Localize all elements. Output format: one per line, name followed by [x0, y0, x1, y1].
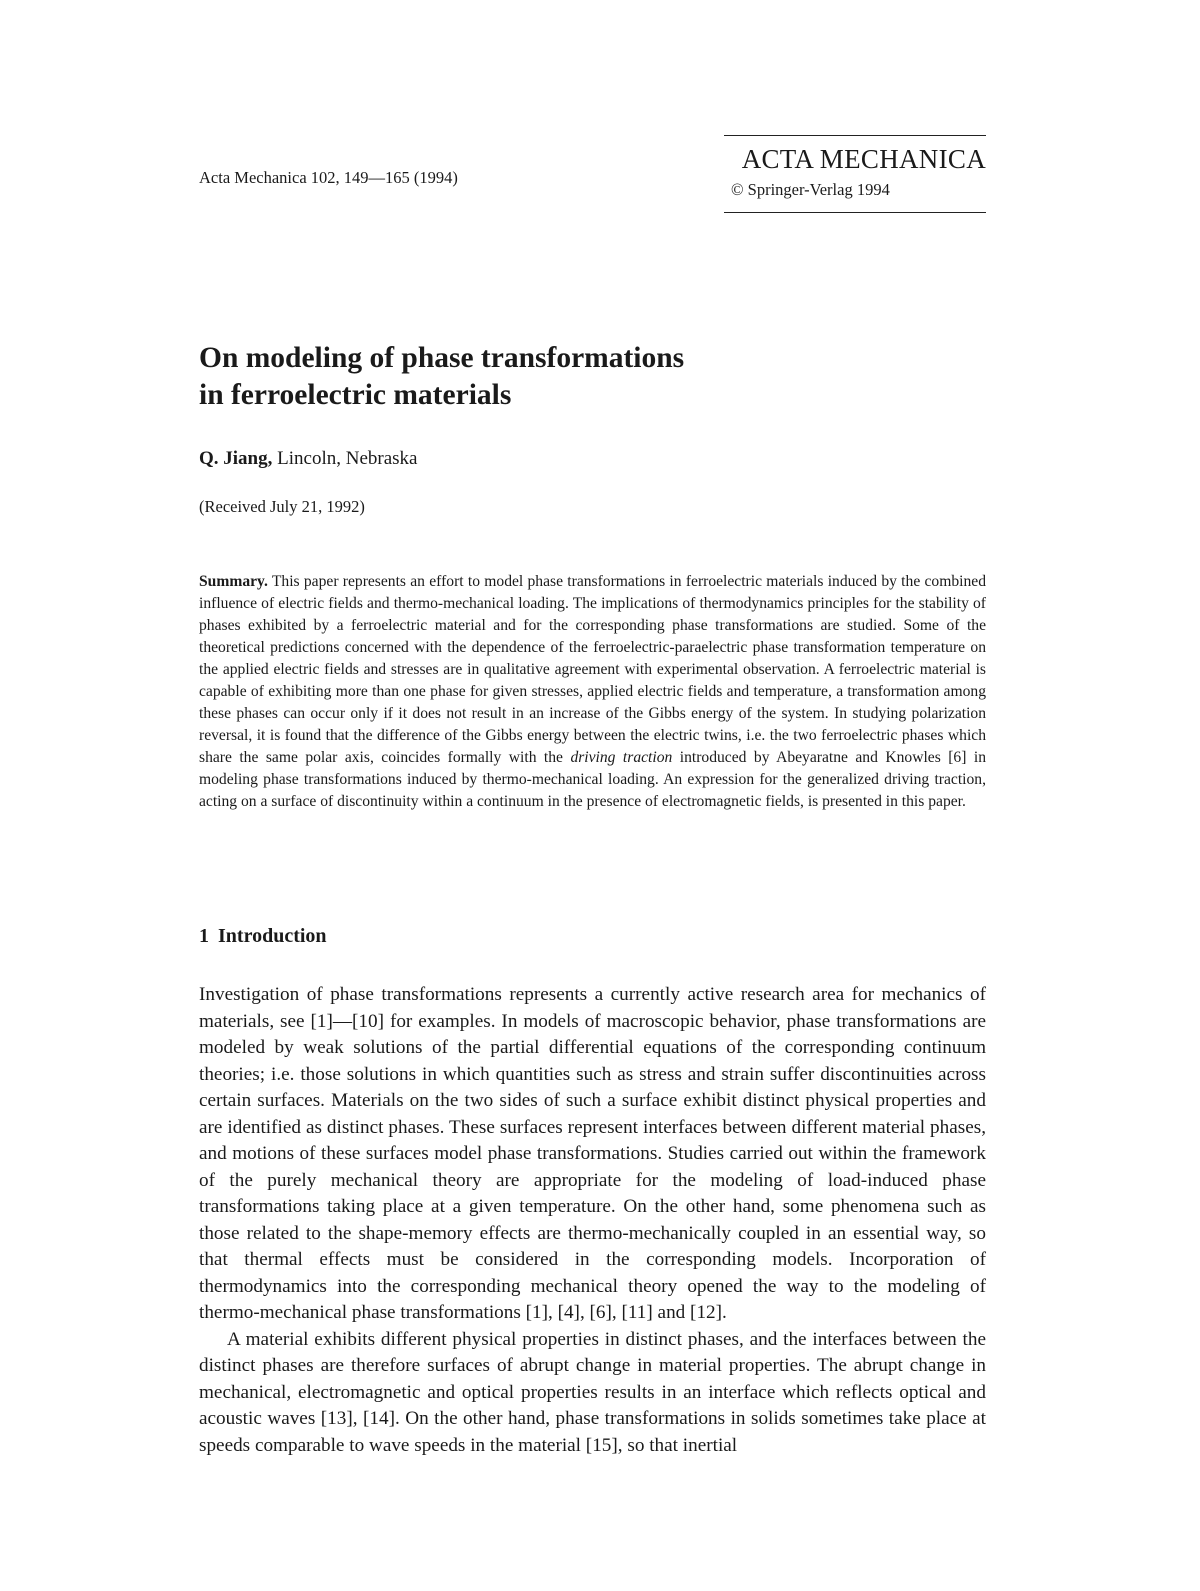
- author-name: Q. Jiang,: [199, 448, 273, 469]
- body-text: [199, 982, 986, 1459]
- summary-text-1: This paper represents an effort to model phase transformations in ferroelectric materials induced by the combined influence of electric fields and thermo-mechanical loading. The implications of thermodynamics principles for the stability of phases exhibited by a ferroelectric material and for the corresponding phase transformations are studied. Some of the theoretical predictions concerned with the dependence of the ferroelectric-paraelectric phase transformation temperature on the applied electric fields and stresses are in qualitative agreement with experimental observation. A ferroelectric material is capable of exhibiting more than one phase for given stresses, applied electric fields and temperature, a transformation among these phases can occur only if it does not result in an increase of the Gibbs energy of the system. In studying polarization reversal, it is found that the difference of the Gibbs energy between the electric twins, i.e. the two ferroelectric phases which share the same polar axis, coincides formally with the: [199, 573, 986, 767]
- section-title: Introduction: [218, 925, 327, 947]
- journal-reference: Acta Mechanica 102, 149—165 (1994): [199, 168, 458, 187]
- body-paragraph-2: A material exhibits different physical properties in distinct phases, and the interfaces between the distinct phases are therefore surfaces of abrupt change in material properties. The abrupt change in mechanical, electromagnetic and optical properties results in an interface which reflects optical and acoustic waves [13], [14]. On the other hand, phase transformations in solids sometimes take place at speeds comparable to wave speeds in the material [15], so that inertial: [199, 1328, 986, 1456]
- copyright-notice: © Springer-Verlag 1994: [731, 180, 890, 199]
- author-location: Lincoln, Nebraska: [277, 448, 418, 469]
- section-heading: [199, 925, 327, 948]
- author-line: [199, 448, 417, 470]
- article-title: [199, 340, 839, 414]
- header-top-rule: [724, 135, 986, 136]
- title-line-2: in ferroelectric materials: [199, 379, 512, 411]
- journal-header-box: [724, 135, 986, 213]
- summary-label: Summary.: [199, 573, 268, 590]
- summary-text-2: introduced by Abeyaratne and Knowles [6] in modeling phase transformations induced by thermo-mechanical loading. An expression for the generalized driving traction, acting on a surface of discontinuity within a continuum in the presence of electromagnetic fields, is presented in this paper.: [199, 749, 986, 811]
- summary-italic-term: driving traction: [570, 749, 673, 767]
- journal-name: ACTA MECHANICA: [741, 144, 986, 174]
- body-paragraph-1: Investigation of phase transformations represents a currently active research area for mechanics of materials, see [1]—[10] for examples. In models of macroscopic behavior, phase transformations are modeled by weak solutions of the partial differential equations of the corresponding continuum theories; i.e. those solutions in which quantities such as stress and strain suffer discontinuities across certain surfaces. Materials on the two sides of such a surface exhibit distinct physical properties and are identified as distinct phases. These surfaces represent interfaces between different material phases, and motions of these surfaces model phase transformations. Studies carried out within the framework of the purely mechanical theory are appropriate for the modeling of load-induced phase transformations taking place at a given temperature. On the other hand, some phenomena such as those related to the shape-memory effects are thermo-mechanically coupled in an essential way, so that thermal effects must be considered in the corresponding models. Incorporation of thermodynamics into the corresponding mechanical theory opened the way to the modeling of thermo-mechanical phase transformations [1], [4], [6], [11] and [12].: [199, 984, 986, 1323]
- header-bottom-rule: [724, 212, 986, 213]
- section-number: 1: [199, 925, 209, 947]
- summary-abstract: [199, 571, 986, 814]
- title-line-1: On modeling of phase transformations: [199, 342, 685, 374]
- received-date: (Received July 21, 1992): [199, 497, 365, 516]
